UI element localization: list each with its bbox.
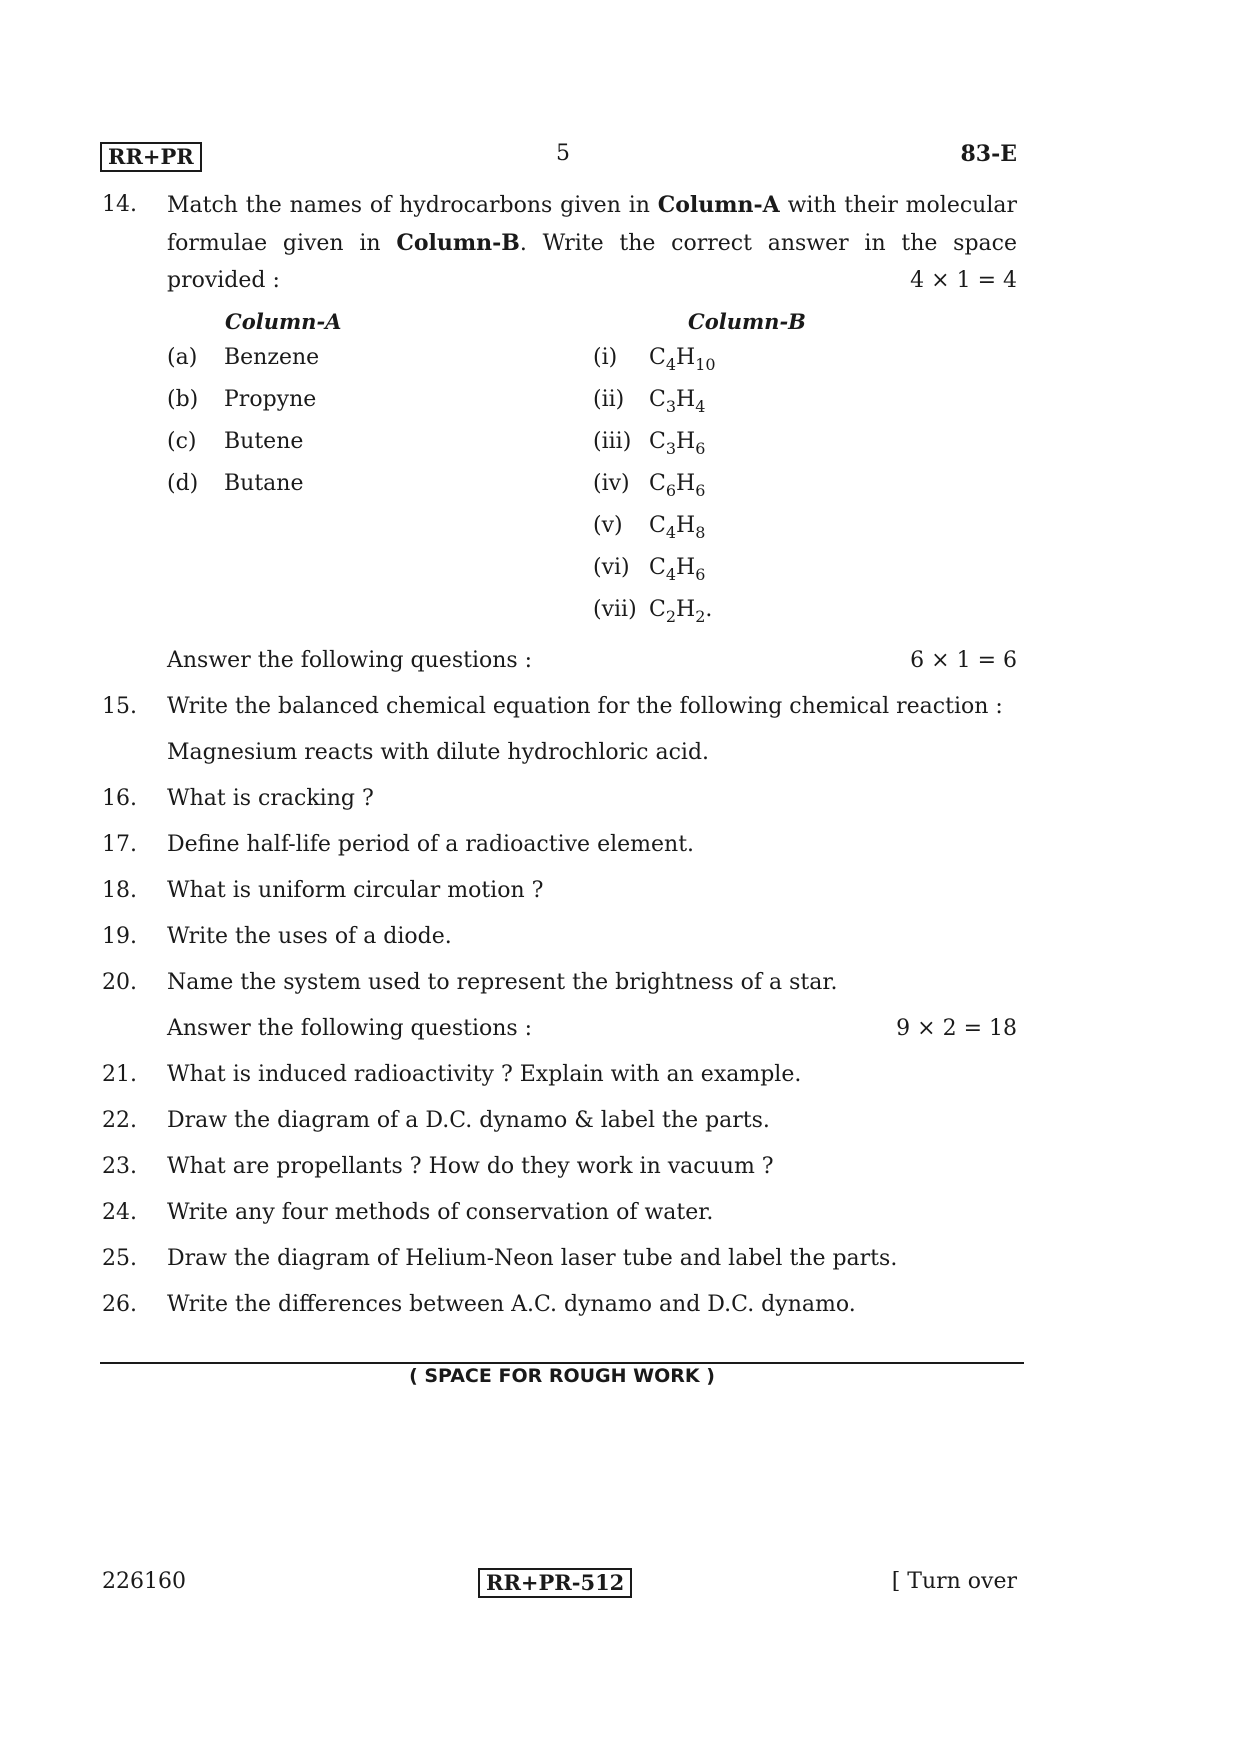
question-number: 21. — [102, 1062, 137, 1087]
column-a-label: (d) — [167, 471, 199, 496]
question-number: 15. — [102, 694, 137, 719]
question-text: What are propellants ? How do they work in vacuum ? — [167, 1154, 774, 1179]
marks: 9 × 2 = 18 — [896, 1016, 1017, 1041]
question-number: 24. — [102, 1200, 137, 1225]
footer-serial-number: 226160 — [102, 1569, 186, 1594]
column-b-formula: $C_3H_4$ — [649, 387, 706, 416]
section-instruction: Answer the following questions : — [167, 1016, 533, 1041]
column-a-label: (c) — [167, 429, 197, 454]
question-number: 23. — [102, 1154, 137, 1179]
column-a-item: Propyne — [224, 387, 317, 412]
question-text: What is cracking ? — [167, 786, 374, 811]
question-number: 26. — [102, 1292, 137, 1317]
question-number: 16. — [102, 786, 137, 811]
column-b-label: (v) — [593, 513, 623, 538]
question-text: Define half-life period of a radioactive element. — [167, 832, 695, 857]
paper-code-box: RR+PR — [100, 142, 202, 172]
column-b-formula: $C_4H_6$ — [649, 555, 706, 584]
column-a-item: Butene — [224, 429, 304, 454]
column-a-title: Column-A — [225, 309, 342, 334]
turn-over-label: [ Turn over — [891, 1569, 1017, 1594]
question-text: Draw the diagram of Helium-Neon laser tube and label the parts. — [167, 1246, 898, 1271]
question-number: 19. — [102, 924, 137, 949]
question-14-line-2: formulae given in Column-B. Write the correct answer in the space — [167, 230, 1017, 256]
question-text: Write the uses of a diode. — [167, 924, 452, 949]
question-text: Write any four methods of conservation of water. — [167, 1200, 714, 1225]
question-text: Write the differences between A.C. dynamo and D.C. dynamo. — [167, 1292, 856, 1317]
marks: 4 × 1 = 4 — [910, 268, 1017, 293]
question-14-line-1: Match the names of hydrocarbons given in Column-A with their molecular — [167, 192, 1017, 218]
subject-code: 83-E — [960, 141, 1017, 167]
marks: 6 × 1 = 6 — [910, 648, 1017, 673]
question-number: 17. — [102, 832, 137, 857]
page-number: 5 — [556, 141, 570, 166]
question-text: What is uniform circular motion ? — [167, 878, 544, 903]
question-text: Draw the diagram of a D.C. dynamo & label the parts. — [167, 1108, 770, 1133]
column-b-formula: $C_4H_{10}$ — [649, 345, 716, 374]
question-number: 14. — [102, 192, 137, 217]
question-number: 22. — [102, 1108, 137, 1133]
question-number: 18. — [102, 878, 137, 903]
column-b-label: (iii) — [593, 429, 632, 454]
column-a-item: Butane — [224, 471, 304, 496]
column-b-label: (vii) — [593, 597, 637, 622]
column-b-label: (ii) — [593, 387, 625, 412]
column-b-formula: $C_3H_6$ — [649, 429, 706, 458]
question-number: 25. — [102, 1246, 137, 1271]
question-text: Write the balanced chemical equation for the following chemical reaction : — [167, 694, 1003, 719]
column-a-item: Benzene — [224, 345, 320, 370]
section-instruction: Answer the following questions : — [167, 648, 533, 673]
column-b-formula: $C_4H_8$ — [649, 513, 706, 542]
column-a-label: (b) — [167, 387, 199, 412]
column-b-title: Column-B — [688, 309, 806, 334]
column-b-label: (i) — [593, 345, 618, 370]
rough-work-label: ( SPACE FOR ROUGH WORK ) — [409, 1365, 715, 1387]
column-b-formula: $C_6H_6$ — [649, 471, 706, 500]
column-b-label: (iv) — [593, 471, 630, 496]
question-14-line-3: provided : — [167, 268, 280, 293]
footer-paper-code-box: RR+PR-512 — [478, 1568, 632, 1598]
column-a-label: (a) — [167, 345, 198, 370]
question-subtext: Magnesium reacts with dilute hydrochloric acid. — [167, 740, 710, 765]
column-b-label: (vi) — [593, 555, 630, 580]
column-b-formula: $C_2H_2$. — [649, 597, 713, 626]
question-number: 20. — [102, 970, 137, 995]
question-text: Name the system used to represent the brightness of a star. — [167, 970, 838, 995]
question-text: What is induced radioactivity ? Explain with an example. — [167, 1062, 802, 1087]
